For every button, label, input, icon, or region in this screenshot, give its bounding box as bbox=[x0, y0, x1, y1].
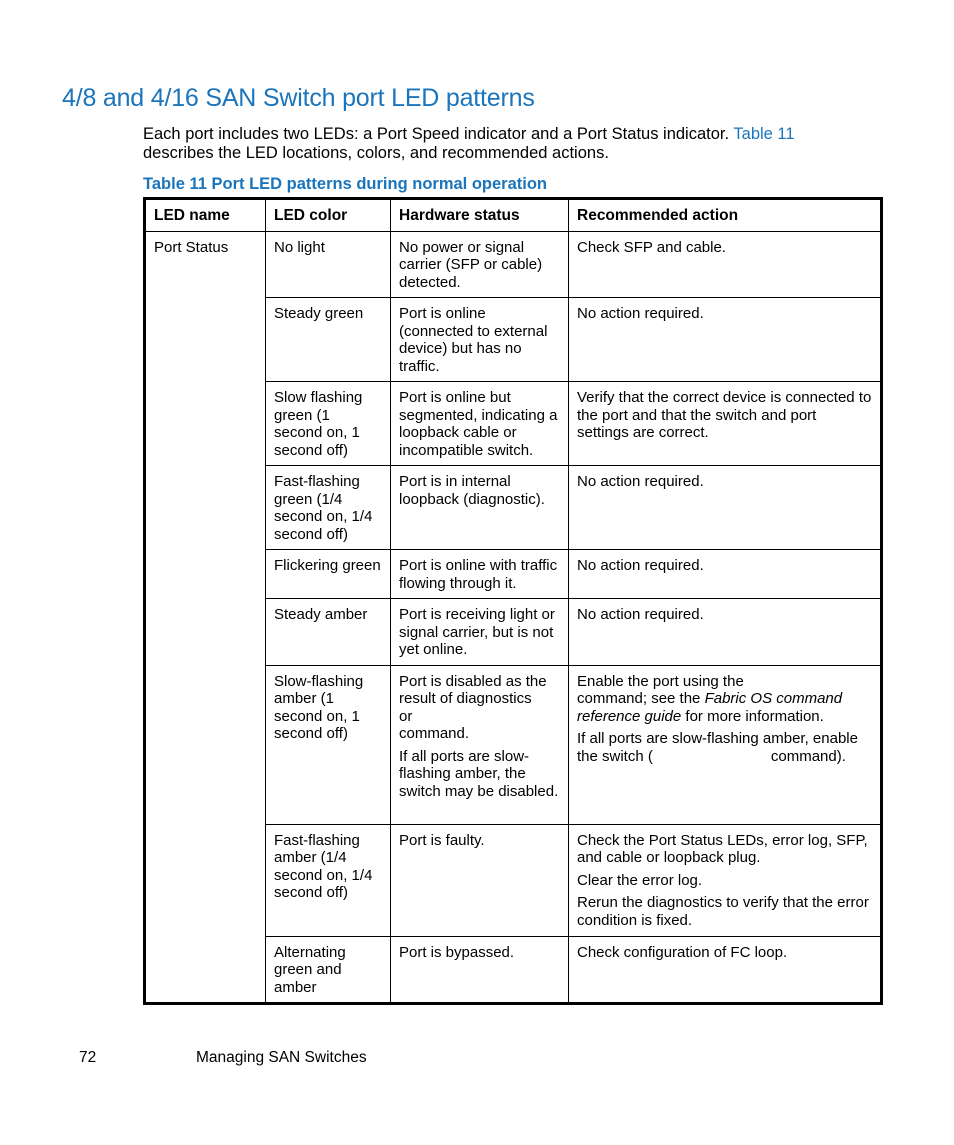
table-reference-link[interactable]: Table 11 bbox=[733, 125, 795, 143]
status-paragraph: If all ports are slow-flashing amber, the switch may be disabled. bbox=[399, 747, 559, 800]
led-color-cell: Fast-flashing amber (1/4 second on, 1/4 second off) bbox=[266, 824, 391, 936]
action-paragraph: Check the Port Status LEDs, error log, SFP, and cable or loopback plug. bbox=[577, 831, 868, 866]
intro-text-before: Each port includes two LEDs: a Port Speed indicator and a Port Status indicator. bbox=[143, 125, 730, 143]
header-led-color: LED color bbox=[266, 199, 391, 232]
led-color-cell: Fast-flashing green (1/4 second on, 1/4 second off) bbox=[266, 466, 391, 550]
status-text: Port is disabled as the result of diagnostics bbox=[399, 672, 547, 707]
table-header-row bbox=[145, 199, 882, 232]
page-heading: 4/8 and 4/16 SAN Switch port LED patterns bbox=[62, 84, 535, 112]
intro-paragraph bbox=[143, 125, 823, 163]
led-color-cell: No light bbox=[266, 231, 391, 298]
action-paragraph: Clear the error log. bbox=[577, 871, 703, 889]
status-text: or bbox=[399, 707, 413, 725]
recommended-action-cell: Verify that the correct device is connected to the port and that the switch and port settings are correct. bbox=[569, 382, 882, 466]
led-color-cell: Flickering green bbox=[266, 550, 391, 599]
recommended-action-cell: No action required. bbox=[569, 599, 882, 666]
recommended-action-cell bbox=[569, 665, 882, 824]
footer-title: Managing SAN Switches bbox=[196, 1049, 367, 1066]
hardware-status-cell: Port is faulty. bbox=[391, 824, 569, 936]
status-paragraph bbox=[399, 673, 560, 743]
action-text: for more information. bbox=[685, 707, 824, 725]
recommended-action-cell: No action required. bbox=[569, 466, 882, 550]
led-color-cell: Steady amber bbox=[266, 599, 391, 666]
action-paragraph bbox=[577, 673, 872, 726]
recommended-action-cell: No action required. bbox=[569, 550, 882, 599]
table-caption: Table 11 Port LED patterns during normal operation bbox=[143, 175, 548, 193]
hardware-status-cell: Port is receiving light or signal carrier, but is not yet online. bbox=[391, 599, 569, 666]
header-hardware-status: Hardware status bbox=[391, 199, 569, 232]
action-text: If all ports are slow-flashing amber, enable the switch ( bbox=[577, 730, 858, 765]
action-text: command). bbox=[770, 747, 846, 765]
led-color-cell: Slow flashing green (1 second on, 1 second off) bbox=[266, 382, 391, 466]
intro-text-after: describes the LED locations, colors, and recommended actions. bbox=[143, 144, 609, 162]
page-number: 72 bbox=[79, 1049, 97, 1066]
hardware-status-cell: Port is bypassed. bbox=[391, 936, 569, 1004]
led-name-cell: Port Status bbox=[145, 231, 266, 1004]
action-text: command; see the bbox=[577, 690, 701, 707]
hardware-status-cell bbox=[391, 665, 569, 824]
action-paragraph bbox=[577, 730, 872, 765]
led-color-cell: Steady green bbox=[266, 298, 391, 382]
hardware-status-cell: Port is in internal loopback (diagnostic). bbox=[391, 466, 569, 550]
header-recommended-action: Recommended action bbox=[569, 199, 882, 232]
hardware-status-cell: Port is online with traffic flowing through it. bbox=[391, 550, 569, 599]
hardware-status-cell: No power or signal carrier (SFP or cable) detected. bbox=[391, 231, 569, 298]
led-color-cell: Alternating green and amber bbox=[266, 936, 391, 1004]
status-text: command. bbox=[399, 725, 470, 742]
action-paragraph: Rerun the diagnostics to verify that the error condition is fixed. bbox=[577, 894, 869, 929]
recommended-action-cell: Check SFP and cable. bbox=[569, 231, 882, 298]
hardware-status-cell: Port is online (connected to external device) but has no traffic. bbox=[391, 298, 569, 382]
reference-guide-title: Fabric OS command reference guide bbox=[577, 690, 843, 725]
header-led-name: LED name bbox=[145, 199, 266, 232]
table-row bbox=[145, 231, 882, 298]
recommended-action-cell: Check configuration of FC loop. bbox=[569, 936, 882, 1004]
led-patterns-table bbox=[143, 197, 883, 1005]
led-color-cell: Slow-flashing amber (1 second on, 1 second off) bbox=[266, 665, 391, 824]
action-text: Enable the port using the bbox=[577, 672, 744, 690]
hardware-status-cell: Port is online but segmented, indicating a loopback cable or incompatible switch. bbox=[391, 382, 569, 466]
recommended-action-cell: No action required. bbox=[569, 298, 882, 382]
recommended-action-cell bbox=[569, 824, 882, 936]
